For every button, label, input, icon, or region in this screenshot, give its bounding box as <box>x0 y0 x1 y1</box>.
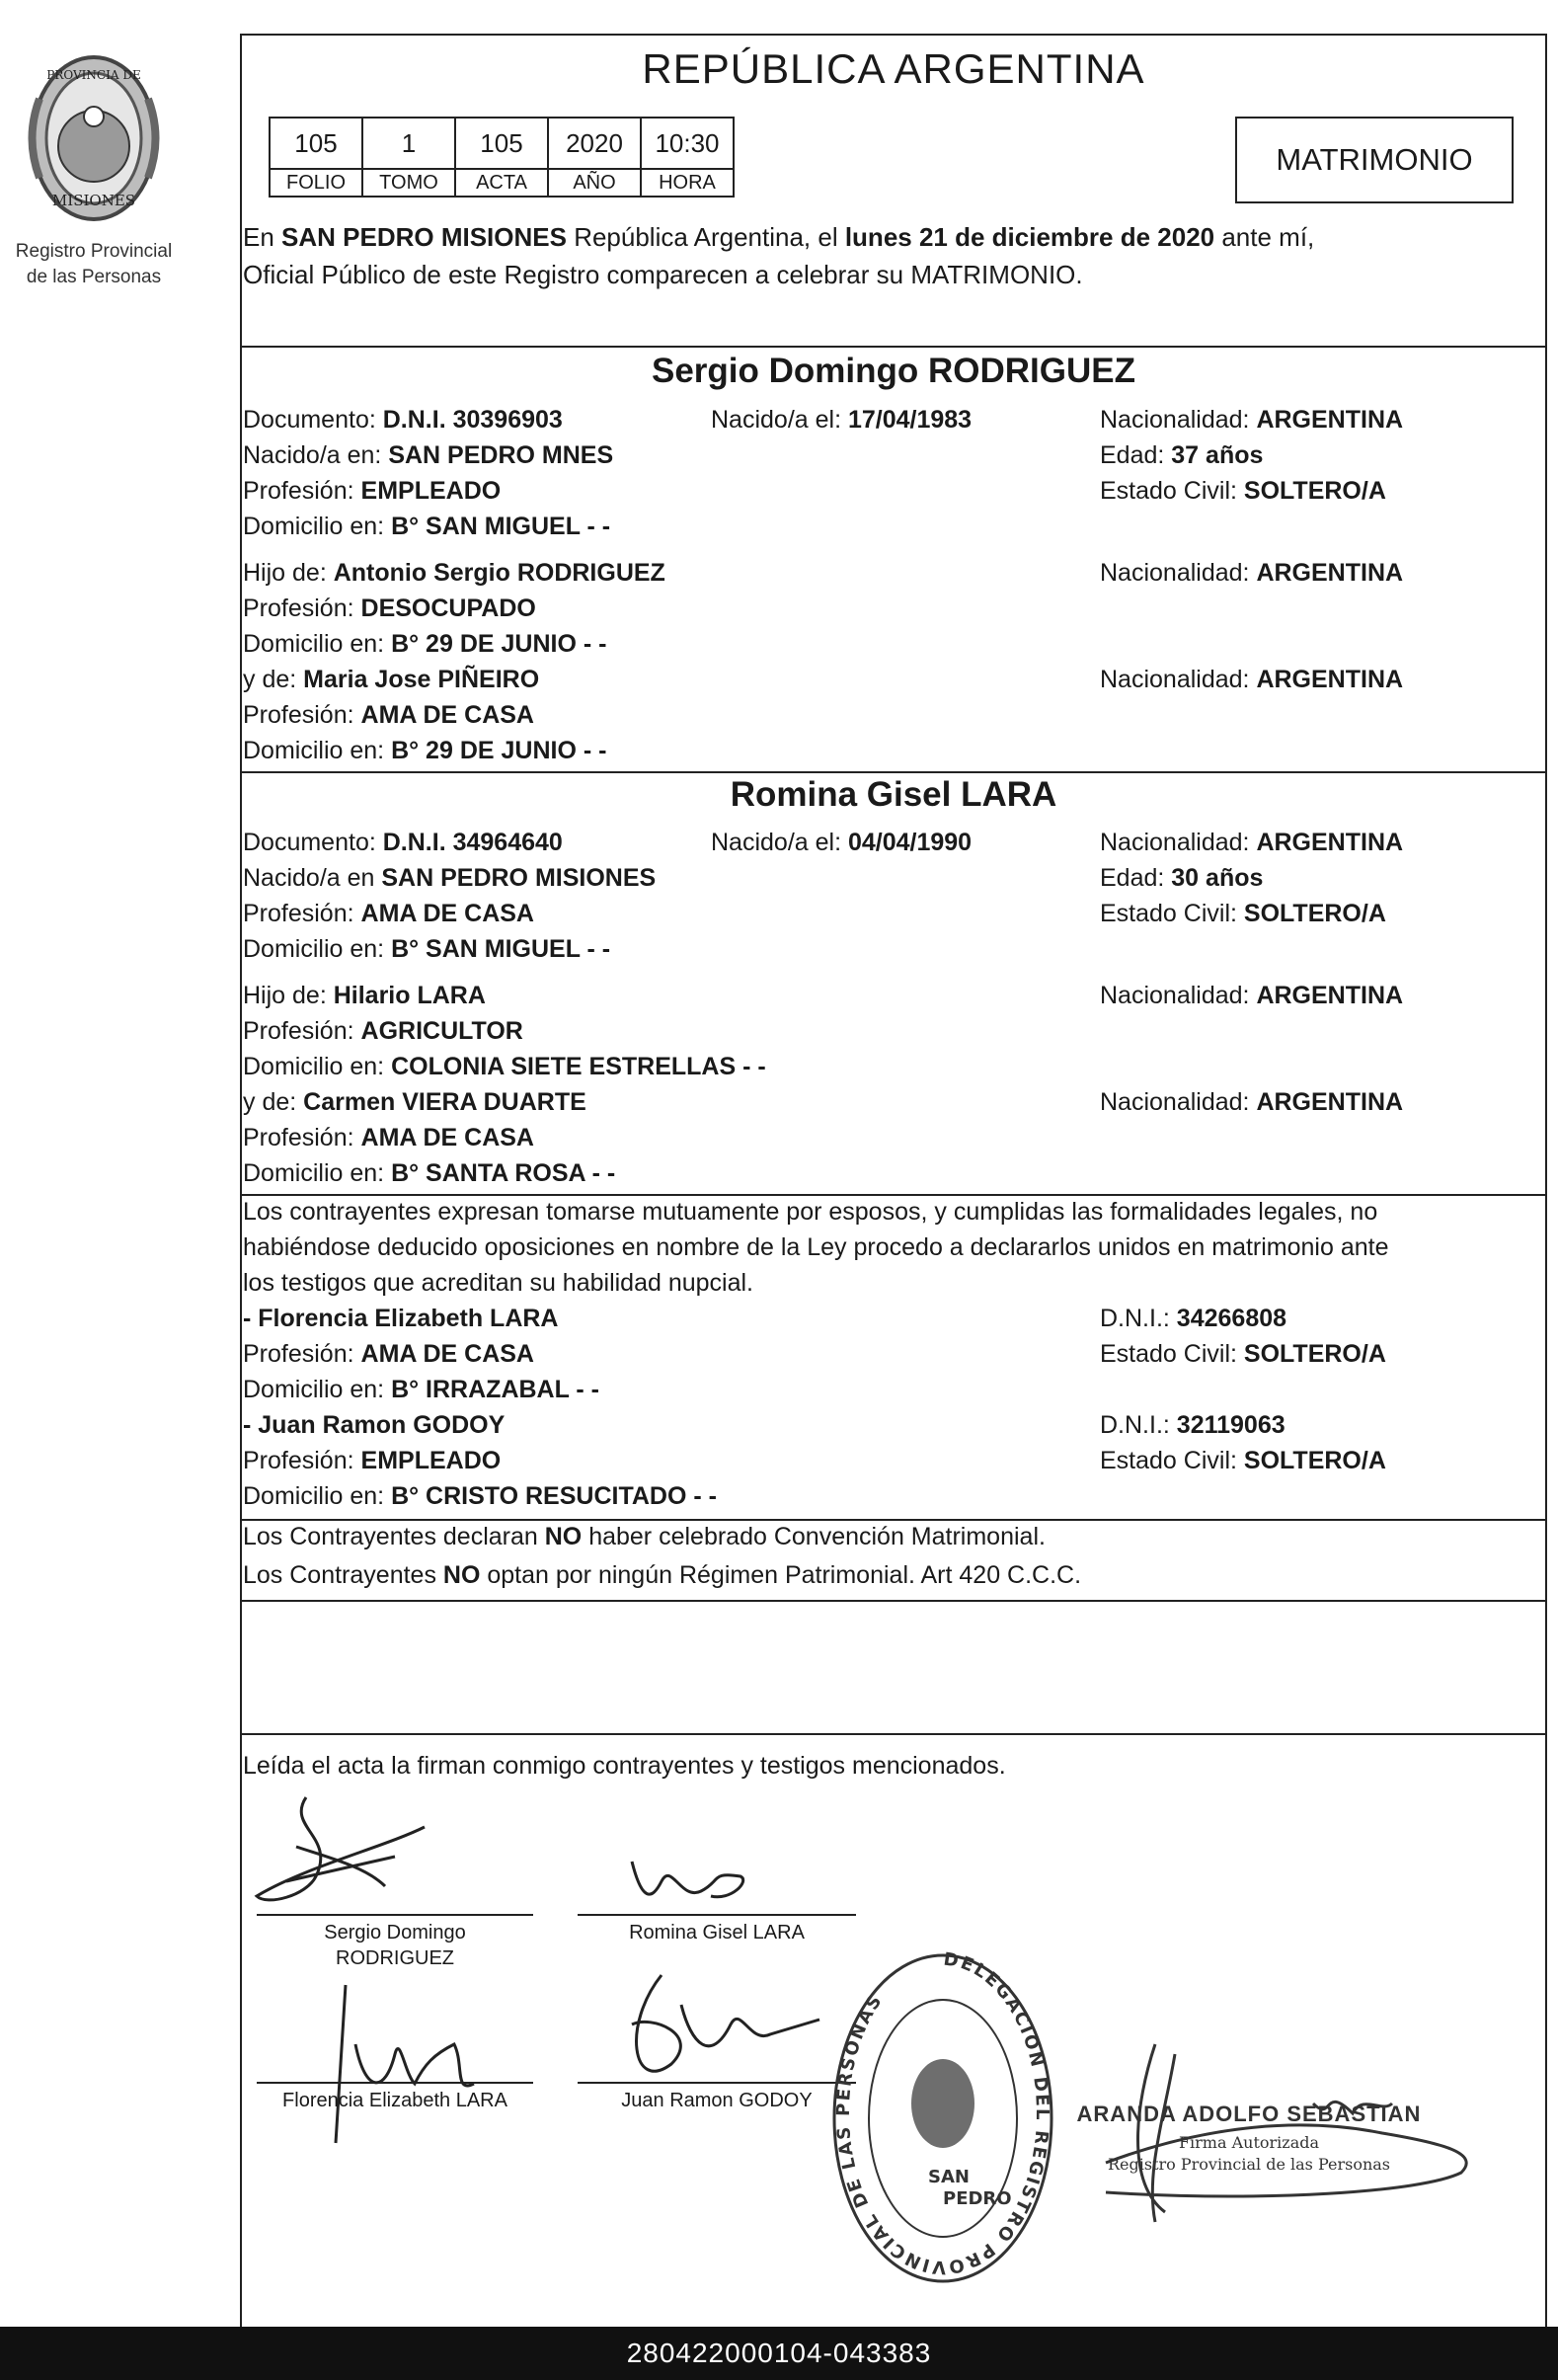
hora-value: 10:30 <box>641 118 734 169</box>
witness-2-civil-status: Estado Civil: SOLTERO/A <box>1100 1447 1386 1474</box>
intro-line-2: Oficial Público de este Registro comparecen a celebrar su MATRIMONIO. <box>243 260 1083 289</box>
signature-name-florencia: Florencia Elizabeth LARA <box>282 2090 507 2111</box>
spouse-2-document: Documento: D.N.I. 34964640 <box>243 829 563 856</box>
acta-label: ACTA <box>455 169 548 197</box>
divider <box>240 1600 1547 1602</box>
convention-line-1: Los Contrayentes declaran NO haber celebrado Convención Matrimonial. <box>243 1523 1046 1550</box>
signature-line <box>257 1914 533 1916</box>
intro-text: ante mí, <box>1214 222 1315 252</box>
spouse-1-father-address: Domicilio en: B° 29 DE JUNIO - - <box>243 630 607 658</box>
witness-2-dni: D.N.I.: 32119063 <box>1100 1411 1285 1439</box>
spouse-2-mother-address: Domicilio en: B° SANTA ROSA - - <box>243 1159 616 1187</box>
spouse-2-father-nationality: Nacionalidad: ARGENTINA <box>1100 982 1404 1009</box>
spouse-1-name: Sergio Domingo RODRIGUEZ <box>652 352 1135 390</box>
spouse-2-mother-profession: Profesión: AMA DE CASA <box>243 1124 534 1151</box>
spouse-2-name: Romina Gisel LARA <box>730 775 1057 814</box>
spouse-2-age: Edad: 30 años <box>1100 864 1264 892</box>
signature-sergio-icon <box>247 1787 434 1916</box>
signature-line <box>257 2082 533 2084</box>
spouse-2-mother: y de: Carmen VIERA DUARTE <box>243 1088 586 1116</box>
signature-romina-icon <box>612 1842 760 1916</box>
record-index-table <box>269 117 735 198</box>
spouse-1-address: Domicilio en: B° SAN MIGUEL - - <box>243 513 611 540</box>
spouse-2-father: Hijo de: Hilario LARA <box>243 982 486 1009</box>
declaration-line-1: Los contrayentes expresan tomarse mutuamente por esposos, y cumplidas las formalidades legales, no <box>243 1198 1378 1226</box>
spouse-1-civil-status: Estado Civil: SOLTERO/A <box>1100 477 1386 505</box>
signature-line <box>578 1914 856 1916</box>
divider <box>240 346 1547 348</box>
witness-2-profession: Profesión: EMPLEADO <box>243 1447 502 1474</box>
spouse-1-mother: y de: Maria Jose PIÑEIRO <box>243 666 540 693</box>
intro-text: República Argentina, el <box>566 222 845 252</box>
logo-caption-2: de las Personas <box>26 267 162 287</box>
registry-logo <box>0 40 188 288</box>
signature-name-juan: Juan Ramon GODOY <box>621 2090 813 2111</box>
witness-2-address: Domicilio en: B° CRISTO RESUCITADO - - <box>243 1482 717 1510</box>
spouse-2-civil-status: Estado Civil: SOLTERO/A <box>1100 900 1386 927</box>
spouse-1-nationality: Nacionalidad: ARGENTINA <box>1100 406 1404 434</box>
spouse-2-mother-nationality: Nacionalidad: ARGENTINA <box>1100 1088 1404 1116</box>
spouse-1-father-nationality: Nacionalidad: ARGENTINA <box>1100 559 1404 587</box>
signature-line <box>578 2082 856 2084</box>
spouse-1-age: Edad: 37 años <box>1100 441 1264 469</box>
stamp-inner-1: SAN <box>928 2167 970 2187</box>
divider <box>240 1194 1547 1196</box>
logo-caption-1: Registro Provincial <box>15 241 173 262</box>
intro-text: En <box>243 222 282 252</box>
spouse-2-father-profession: Profesión: AGRICULTOR <box>243 1017 523 1045</box>
stamp-ring-text: DELEGACION DEL REGISTRO PROVINCIAL DE LAS PERSONAS <box>832 1948 1052 2278</box>
hora-label: HORA <box>641 169 734 197</box>
tomo-label: TOMO <box>362 169 455 197</box>
provincial-seal-icon <box>20 40 168 237</box>
seal-bottom-text: MISIONES <box>51 192 136 209</box>
anio-value: 2020 <box>548 118 641 169</box>
seal-top-text: PROVINCIA DE <box>46 68 141 82</box>
convention-line-2: Los Contrayentes NO optan por ningún Régimen Patrimonial. Art 420 C.C.C. <box>243 1561 1082 1589</box>
spouse-2-nationality: Nacionalidad: ARGENTINA <box>1100 829 1404 856</box>
closing-statement: Leída el acta la firman conmigo contrayentes y testigos mencionados. <box>243 1752 1006 1780</box>
spouse-1-mother-profession: Profesión: AMA DE CASA <box>243 701 534 729</box>
spouse-1-birthplace: Nacido/a en: SAN PEDRO MNES <box>243 441 614 469</box>
witness-1-civil-status: Estado Civil: SOLTERO/A <box>1100 1340 1386 1368</box>
spouse-2-address: Domicilio en: B° SAN MIGUEL - - <box>243 935 611 963</box>
spouse-2-birthdate: Nacido/a el: 04/04/1990 <box>711 829 973 856</box>
divider <box>240 1519 1547 1521</box>
spouse-1-mother-address: Domicilio en: B° 29 DE JUNIO - - <box>243 737 607 764</box>
spouse-1-father-profession: Profesión: DESOCUPADO <box>243 595 536 622</box>
tomo-value: 1 <box>362 118 455 169</box>
witness-2-name: - Juan Ramon GODOY <box>243 1411 506 1439</box>
document-code-bar: 280422000104-043383 <box>0 2327 1558 2380</box>
intro-line-1 <box>243 219 1314 255</box>
official-registry: Registro Provincial de las Personas <box>1107 2155 1391 2174</box>
spouse-2-birthplace: Nacido/a en SAN PEDRO MISIONES <box>243 864 657 892</box>
registry-stamp-icon <box>824 1936 1061 2301</box>
spouse-2-profession: Profesión: AMA DE CASA <box>243 900 534 927</box>
official-title: Firma Autorizada <box>1178 2133 1320 2152</box>
act-type: MATRIMONIO <box>1276 142 1473 177</box>
signature-name-romina: Romina Gisel LARA <box>629 1922 805 1944</box>
acta-value: 105 <box>455 118 548 169</box>
witness-1-profession: Profesión: AMA DE CASA <box>243 1340 534 1368</box>
declaration-line-2: habiéndose deducido oposiciones en nombre de la Ley procedo a declararlos unidos en matrimonio ante <box>243 1233 1389 1261</box>
spouse-1-father: Hijo de: Antonio Sergio RODRIGUEZ <box>243 559 665 587</box>
anio-label: AÑO <box>548 169 641 197</box>
folio-value: 105 <box>270 118 362 169</box>
spouse-1-birthdate: Nacido/a el: 17/04/1983 <box>711 406 973 434</box>
folio-label: FOLIO <box>270 169 362 197</box>
intro-place: SAN PEDRO MISIONES <box>281 222 567 252</box>
official-name: ARANDA ADOLFO SEBASTIAN <box>1076 2102 1422 2126</box>
divider <box>240 1733 1547 1735</box>
witness-1-name: - Florencia Elizabeth LARA <box>243 1305 559 1332</box>
spouse-1-document: Documento: D.N.I. 30396903 <box>243 406 563 434</box>
spouse-1-mother-nationality: Nacionalidad: ARGENTINA <box>1100 666 1404 693</box>
intro-date: lunes 21 de diciembre de 2020 <box>844 222 1215 252</box>
signature-name-sergio: Sergio Domingo RODRIGUEZ <box>324 1922 466 1969</box>
signature-florencia-icon <box>306 1965 494 2153</box>
document-title: REPÚBLICA ARGENTINA <box>642 45 1145 92</box>
spouse-2-father-address: Domicilio en: COLONIA SIETE ESTRELLAS - - <box>243 1053 766 1080</box>
witness-1-dni: D.N.I.: 34266808 <box>1100 1305 1287 1332</box>
stamp-inner-2: PEDRO <box>943 2188 1012 2209</box>
spouse-1-profession: Profesión: EMPLEADO <box>243 477 502 505</box>
witness-1-address: Domicilio en: B° IRRAZABAL - - <box>243 1376 599 1403</box>
divider <box>240 771 1547 773</box>
declaration-line-3: los testigos que acreditan su habilidad nupcial. <box>243 1269 754 1297</box>
act-type-box <box>1235 117 1514 203</box>
